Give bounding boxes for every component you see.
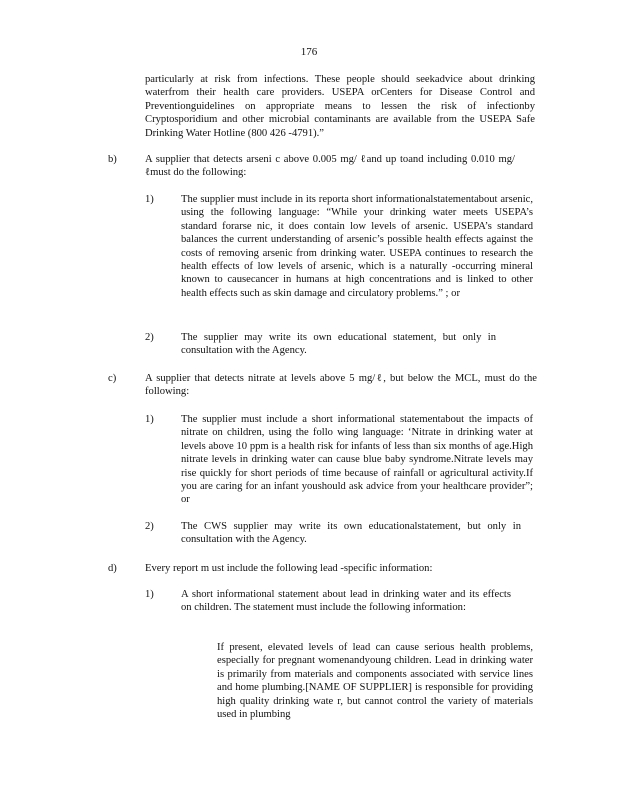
section-d-label: d) <box>108 563 117 574</box>
section-c-item1-label: 1) <box>145 414 154 425</box>
section-b-item2-label: 2) <box>145 332 154 343</box>
section-c-item2-label: 2) <box>145 521 154 532</box>
section-d-item1-text: A short informational statement about lead in drinking water and its effects on children. The statement must include the following information: <box>181 589 511 614</box>
section-b-text: A supplier that detects arseni c above 0.005 mg/ ℓand up toand including 0.010 mg/ ℓmust do the following: <box>145 154 515 179</box>
section-b-label: b) <box>108 154 117 165</box>
section-c-item1-text: The supplier must include a short informational statementabout the impacts of nitrate on children, using the follo wing language: ‘Nitrate in drinking water at levels above 10 ppm is a health risk for infants of less than six months of age.High nitrate levels in drinking water can cause blue baby syndrome.Nitrate levels may rise quickly for short periods of time because of rainfall or agricultural activity.If you are caring for an infant youshould ask advice from your healthcare provider”; or <box>181 414 533 506</box>
section-b-item1-label: 1) <box>145 194 154 205</box>
page-number: 176 <box>300 46 318 58</box>
section-c-item2-text: The CWS supplier may write its own educationalstatement, but only in consultation with the Agency. <box>181 521 521 546</box>
section-b-item2-text: The supplier may write its own educational statement, but only in consultation with the Agency. <box>181 332 496 357</box>
section-c-label: c) <box>108 373 117 384</box>
section-c-text: A supplier that detects nitrate at levels above 5 mg/ℓ, but below the MCL, must do the following: <box>145 373 537 398</box>
section-d-item1-label: 1) <box>145 589 154 600</box>
section-b-item1-text: The supplier must include in its reporta short informationalstatementabout arsenic, using the following language: “While your drinking water meets USEPA’s standard forarse nic, it does contain low levels of arsenic. USEPA’s standard balances the current understanding of arsenic’s possible health effects against the costs of removing arsenic from drinking water. USEPA continues to research the health effects of low levels of arsenic, which is a naturally -occurring mineral known to causecancer in humans at high concentrations and is linked to other health effects such as skin damage and circulatory problems.” ; or <box>181 194 533 299</box>
intro-paragraph: particularly at risk from infections. These people should seekadvice about drinking waterfrom their health care providers. USEPA orCenters for Disease Control and Preventionguidelines on appropriate means to lessen the risk of infectionby Cryptosporidium and other microbial contaminants are available from the USEPA Safe Drinking Water Hotline (800 426 -4791).” <box>145 74 535 139</box>
section-d-item1-quote: If present, elevated levels of lead can cause serious health problems, especially for pregnant womenandyoung children. Lead in drinking water is primarily from materials and components associated with service lines and home plumbing.[NAME OF SUPPLIER] is responsible for providing high quality drinking wate r, but cannot control the variety of materials used in plumbing <box>217 642 533 721</box>
section-d-text: Every report m ust include the following lead -specific information: <box>145 563 433 574</box>
